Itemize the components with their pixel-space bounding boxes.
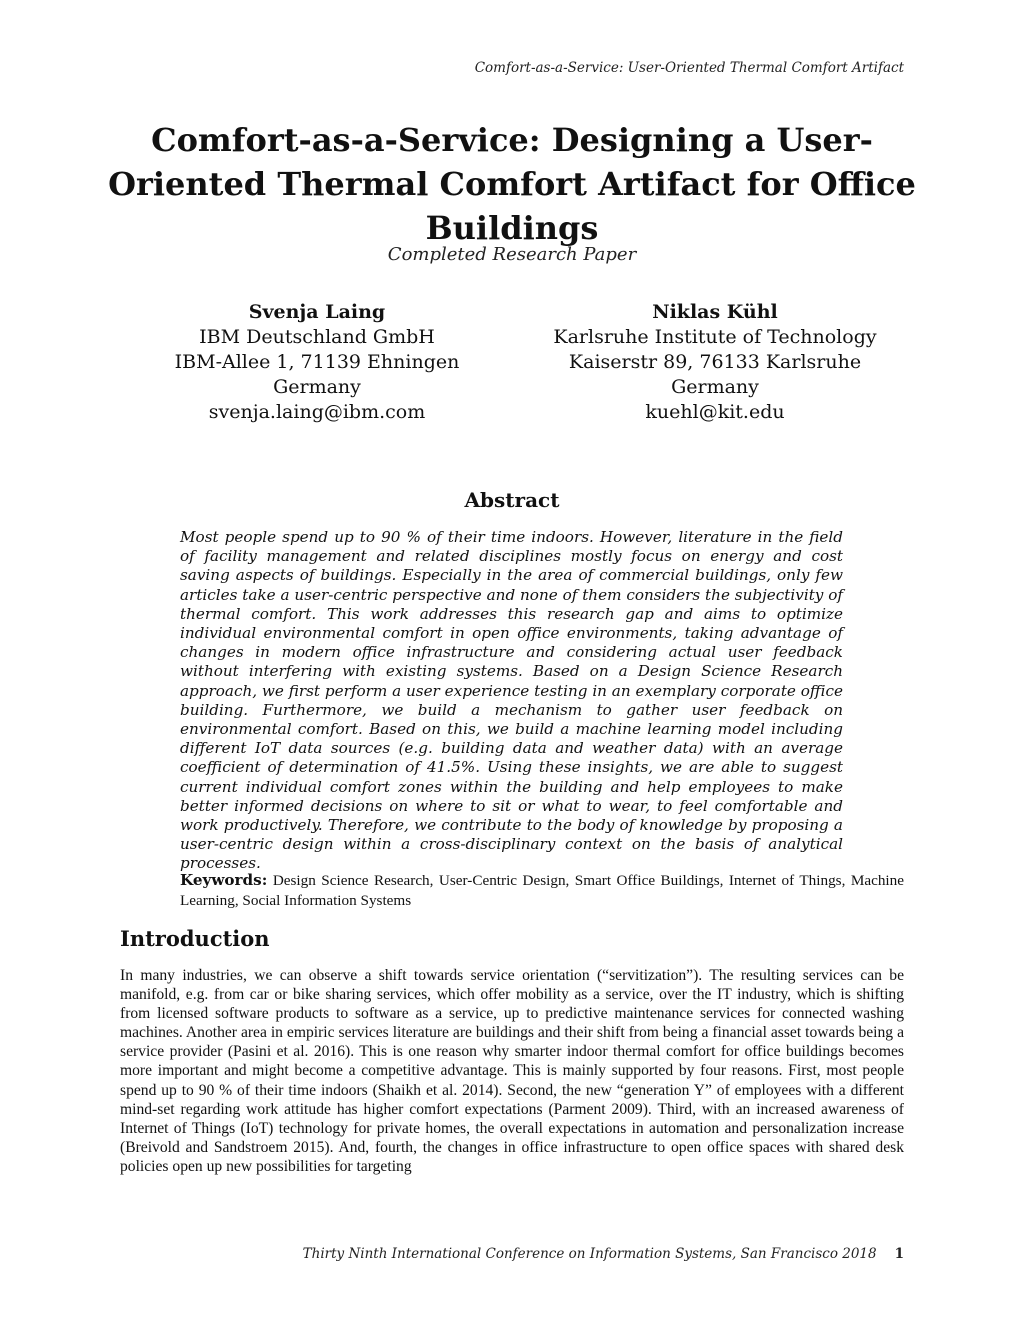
author-name: Niklas Kühl <box>652 301 778 323</box>
author-country: Germany <box>273 376 361 398</box>
introduction-text: In many industries, we can observe a shift towards service orientation (“servitization”). The resulting services can be manifold, e.g. from car or bike sharing services, which offer mobility as a service, over the IT industry, which is shifting from licensed software products to software as a service, up to predictive maintenance services for connected washing machines. Another area in empiric services literature are buildings and their shift from being a financial asset towards being a service provider (Pasini et al. 2016). This is one reason why smarter indoor thermal comfort for office buildings becomes more important and might become a competitive advantage. This is mainly supported by four reasons. First, most people spend up to 90 % of their time indoors (Shaikh et al. 2014). Second, the new “generation Y” of employees with a different mind-set regarding work attitude has higher comfort expectations (Parment 2009). Third, with an increased awareness of Internet of Things (IoT) technology for private homes, the overall expectations in automation and personalization increase (Breivold and Sandstroem 2015). And, fourth, the changes in office infrastructure to open office spaces with shared desk policies open up new possibilities for targeting <box>120 967 904 1175</box>
page-footer <box>303 1246 904 1262</box>
footer-conference: Thirty Ninth International Conference on Information Systems, San Francisco 2018 <box>302 1246 877 1262</box>
author-affiliation: IBM Deutschland GmbH <box>199 326 435 348</box>
keywords <box>180 871 904 910</box>
author-affiliation: Karlsruhe Institute of Technology <box>553 326 877 348</box>
paper-type: Completed Research Paper <box>387 244 637 265</box>
author-block <box>535 300 895 425</box>
author-email: svenja.laing@ibm.com <box>208 401 426 423</box>
author-block <box>137 300 497 425</box>
running-head: Comfort-as-a-Service: User-Oriented Thermal Comfort Artifact <box>474 60 904 76</box>
keywords-label: Keywords: <box>180 871 268 889</box>
abstract-heading: Abstract <box>464 488 560 512</box>
author-email: kuehl@kit.edu <box>645 401 785 423</box>
page-number: 1 <box>894 1246 904 1262</box>
section-heading-introduction: Introduction <box>120 926 270 951</box>
author-name: Svenja Laing <box>248 301 386 323</box>
author-country: Germany <box>671 376 759 398</box>
author-address: Kaiserstr 89, 76133 Karlsruhe <box>568 351 862 373</box>
author-address: IBM-Allee 1, 71139 Ehningen <box>174 351 460 373</box>
keywords-text: Design Science Research, User-Centric Design, Smart Office Buildings, Internet of Things, Machine Learning, Social Information Systems <box>180 872 904 909</box>
paper-title: Comfort-as-a-Service: Designing a User-Oriented Thermal Comfort Artifact for Office Buildings <box>108 121 916 247</box>
abstract-text: Most people spend up to 90 % of their time indoors. However, literature in the field of facility management and related disciplines mostly focus on energy and cost saving aspects of buildings. Especially in the area of commercial buildings, only few articles take a user-centric perspective and none of them considers the subjectivity of thermal comfort. This work addresses this research gap and aims to optimize individual environmental comfort in open office environments, taking advantage of changes in modern office infrastructure and considering actual user feedback without interfering with existing systems. Based on a Design Science Research approach, we first perform a user experience testing in an exemplary corporate office building. Furthermore, we build a mechanism to gather user feedback on environmental comfort. Based on this, we build a machine learning model including different IoT data sources (e.g. building data and weather data) with an average coefficient of determination of 41.5%. Using these insights, we are able to suggest current individual comfort zones within the building and help employees to make better informed decisions on where to sit or what to wear, to feel comfortable and work productively. Therefore, we contribute to the body of knowledge by proposing a user-centric design within a cross-disciplinary context on the basis of analytical processes. <box>180 528 843 873</box>
